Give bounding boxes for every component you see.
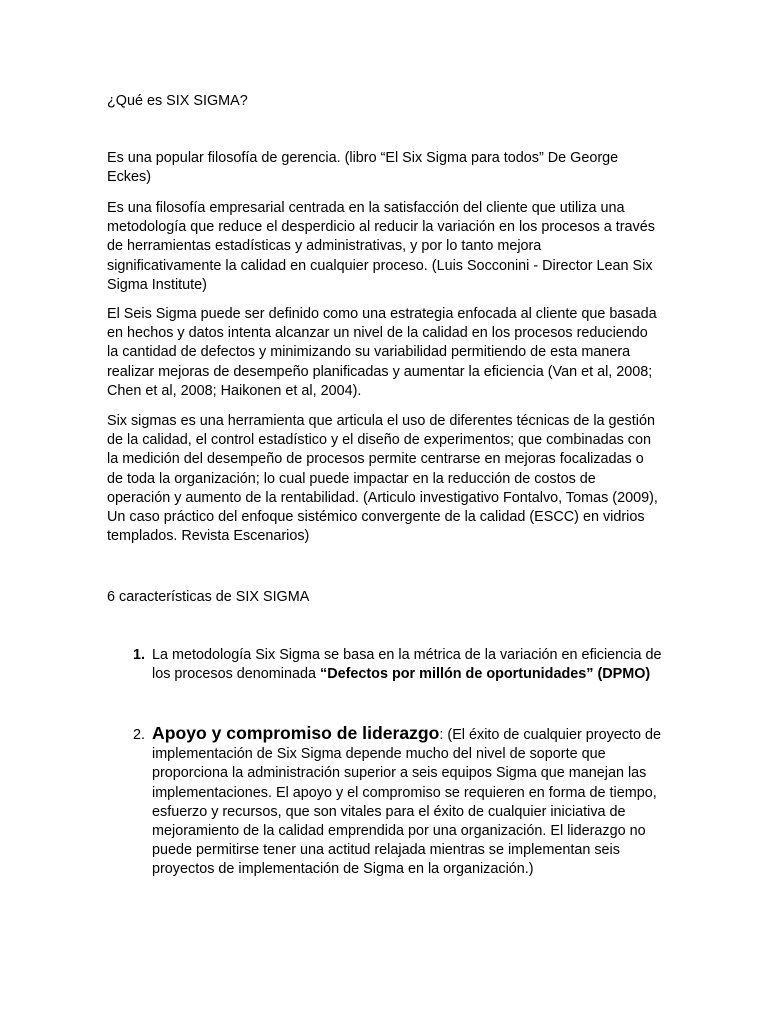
list-item-text: : (El éxito de cualquier proyecto de implementación de Six Sigma depende mucho del nivel de soporte que proporciona la administración superior a seis equipos Sigma que manejan las implementaciones. El apoyo y el compromiso se requieren en forma de tiempo, esfuerzo y recursos, que son vitales para el éxito de cualquier iniciativa de mejoramiento de la calidad emprendida por una organización. El liderazgo no puede permitirse tener una actitud relajada mientras se implementan seis proyectos de implementación de Sigma en la organización.) xyxy=(152,727,662,878)
document-heading: ¿Qué es SIX SIGMA? xyxy=(107,93,248,109)
list-item-bold-text: “Defectos por millón de oportunidades” (DPMO) xyxy=(320,666,651,683)
list-item-body xyxy=(152,646,667,684)
list-item-body xyxy=(152,724,667,880)
list-marker: 2. xyxy=(132,727,145,743)
paragraph-filosofia-empresarial: Es una filosofía empresarial centrada en la satisfacción del cliente que utiliza una metodología que reduce el desperdicio al reducir la variación en los procesos a través de herramientas estadísticas y administrativas, y por lo tanto mejora significativamente la calidad en cualquier proceso. (Luis Socconini - Director Lean Six Sigma Institute) xyxy=(107,200,655,293)
paragraph-seis-sigma-definicion: El Seis Sigma puede ser definido como una estrategia enfocada al cliente que basada en hechos y datos intenta alcanzar un nivel de la calidad en los procesos reduciendo la cantidad de defectos y minimizando su variabilidad permitiendo de esta manera realizar mejoras de desempeño planificadas y aumentar la eficiencia (Van et al, 2008; Chen et al, 2008; Haikonen et al, 2004). xyxy=(107,306,657,399)
list-item-lead: Apoyo y compromiso de liderazgo xyxy=(152,723,440,743)
paragraph-herramienta: Six sigmas es una herramienta que articula el uso de diferentes técnicas de la gestión de la calidad, el control estadístico y el diseño de experimentos; que combinadas con la medición del desempeño de procesos permite centrarse en mejoras focalizadas o de toda la organización; lo cual puede impactar en la reducción de costos de operación y aumento de la rentabilidad. (Articulo investigativo Fontalvo, Tomas (2009), Un caso práctico del enfoque sistémico convergente de la calidad (ESCC) en vidrios templados. Revista Escenarios) xyxy=(107,413,658,545)
paragraph-gerencia: Es una popular filosofía de gerencia. (libro “El Six Sigma para todos” De George Eckes) xyxy=(107,150,619,186)
list-item-text: La metodología Six Sigma se basa en la métrica de la variación en eficiencia de los procesos denominada xyxy=(152,647,662,683)
list-marker: 1. xyxy=(132,647,145,663)
document-subheading: 6 características de SIX SIGMA xyxy=(107,589,310,605)
